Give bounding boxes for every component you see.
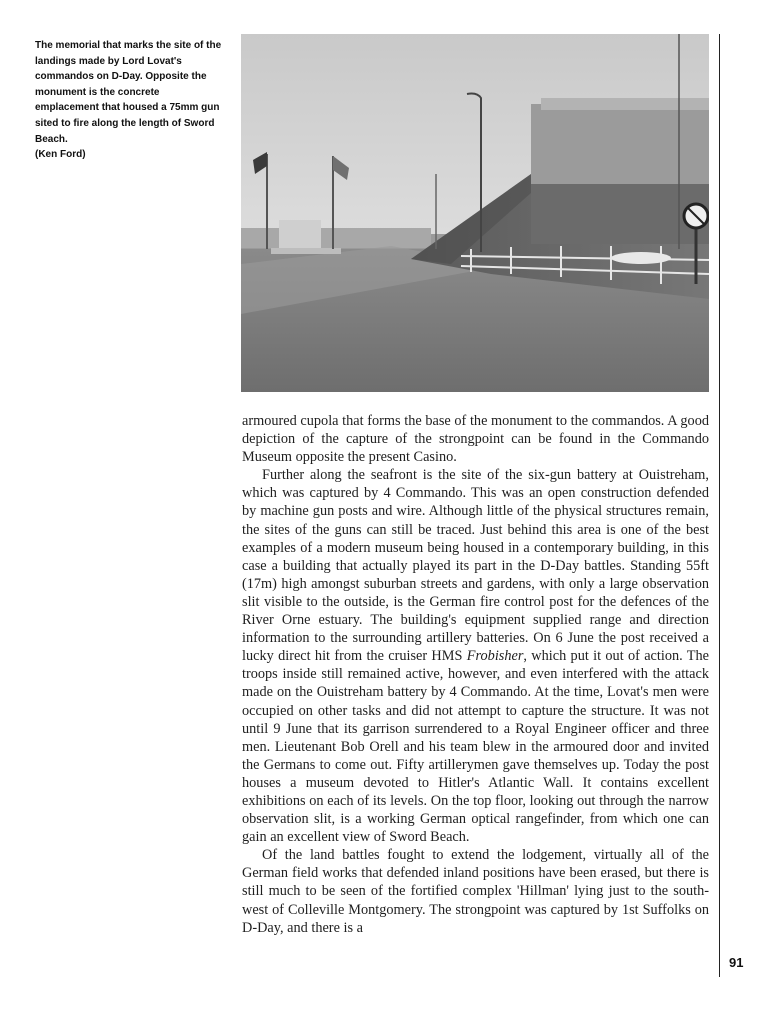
caption-credit: (Ken Ford) <box>35 149 86 161</box>
commando-monument <box>279 220 321 250</box>
photo-caption <box>35 38 225 163</box>
bunker-block <box>531 104 709 184</box>
margin-rule <box>719 34 720 977</box>
caption-text: The memorial that marks the site of the landings made by Lord Lovat's commandos on D-Day. Opposite the monument is the concrete emplacement that housed a 75mm gun sited to fire along the length of Sword Beach. <box>35 40 222 145</box>
page-number: 91 <box>729 955 744 970</box>
ship-name: Frobisher <box>466 648 524 665</box>
paragraph: armoured cupola that forms the base of the monument to the commandos. A good depiction of the capture of the strongpoint can be found in the Commando Museum opposite the present Casino. <box>242 413 709 466</box>
sea <box>241 228 431 248</box>
paragraph: Further along the seafront is the site of the six-gun battery at Ouistreham, which was captured by 4 Commando. This was an open construction defended by machine gun posts and wire. Although little of the physical structures remain, the sites of the guns can still be traced. Just behind this area is one of the best examples of a modern museum being housed in a contemporary building, in this case a building that actually played its part in the D-Day battles. Standing 55ft (17m) high amongst suburban streets and gardens, with only a large observation slit visible to the outside, is the German fire control post for the defences of the River Orne estuary. The building's equipment supplied range and direction information to the surrounding artillery batteries. On 6 June the post received a lucky direct hit from the cruiser HMS Frobisher, which put it out of action. The troops inside still remained active, however, and even interfered with the attack made on the Ouistreham battery by 4 Commando. At the time, Lovat's men were occupied on other tasks and did not attempt to capture the structure. It was not until 9 June that its garrison surrendered to a Royal Engineer officer and three men. Lieutenant Bob Orell and his team blew in the armoured door and invited the Germans to come out. Fifty artillerymen gave themselves up. Today the post houses a museum devoted to Hitler's Atlantic Wall. It contains excellent exhibitions on each of its levels. On the top floor, looking out through the narrow observation slit, is a working German optical rangefinder, from which one can gain an excellent view of Sword Beach. <box>242 467 709 846</box>
paragraph: Of the land battles fought to extend the lodgement, virtually all of the German field works that defended inland positions have been erased, but there is still much to be seen of the fortified complex 'Hillman' lying just to the south-west of Colleville Montgomery. The strongpoint was captured by 1st Suffolks on D-Day, and there is a <box>242 847 709 936</box>
body-text <box>242 412 709 937</box>
memorial-photo <box>241 34 709 392</box>
